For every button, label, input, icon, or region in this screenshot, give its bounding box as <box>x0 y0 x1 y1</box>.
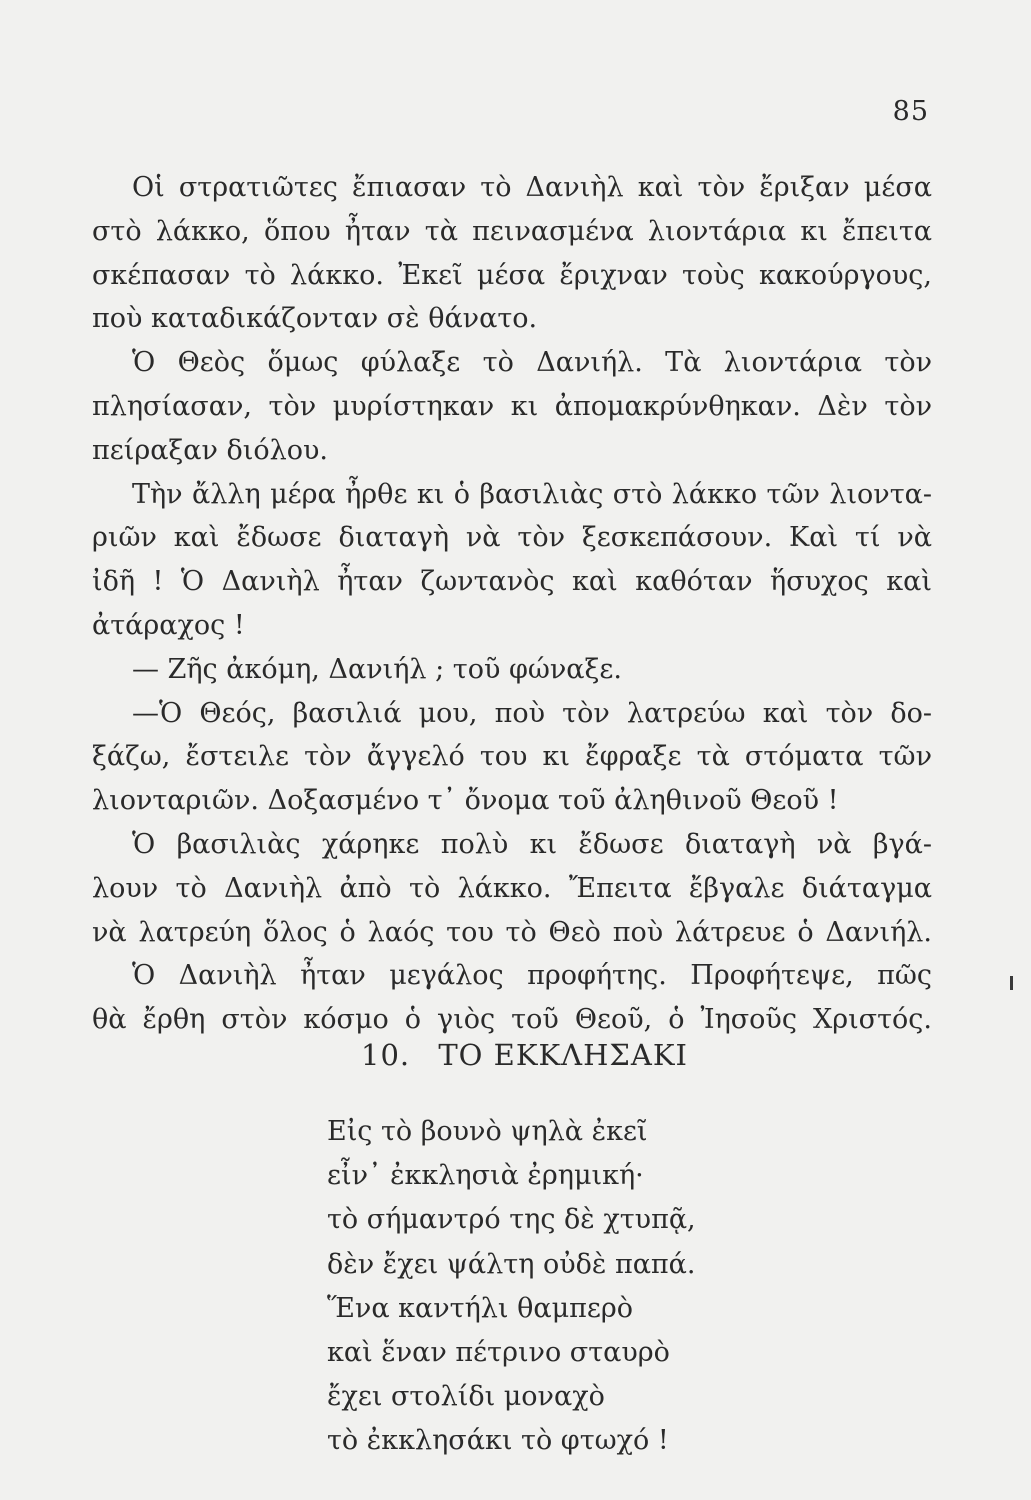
poem-line: τὸ ἐκκλησάκι τὸ φτωχό ! <box>327 1425 669 1457</box>
text-line: ξάζω, ἔστειλε τὸν ἄγγελό του κι ἔφραξε τὰ στόματα τῶν <box>92 741 932 773</box>
text-line: ἰδῆ ! Ὁ Δανιὴλ ἦταν ζωντανὸς καὶ καθόταν ἥσυχος καὶ <box>92 566 932 598</box>
text-line: πείραξαν διόλου. <box>92 434 328 466</box>
poem-line: εἶν᾽ ἐκκλησιὰ ἐρημική· <box>327 1160 644 1192</box>
text-line: ριῶν καὶ ἔδωσε διαταγὴ νὰ τὸν ξεσκεπάσουν. Καὶ τί νὰ <box>92 522 932 554</box>
text-line: ἀτάραχος ! <box>92 609 245 641</box>
poem-line: Εἰς τὸ βουνὸ ψηλὰ ἐκεῖ <box>327 1116 648 1147</box>
section-heading <box>0 1038 1031 1072</box>
poem-line: καὶ ἕναν πέτρινο σταυρὸ <box>327 1336 670 1368</box>
text-line: λιονταριῶν. Δοξασμένο τ᾽ ὄνομα τοῦ ἀληθινοῦ Θεοῦ ! <box>92 785 839 817</box>
text-line: Ὁ Δανιὴλ ἦταν μεγάλος προφήτης. Προφήτεψε, πῶς <box>132 960 932 992</box>
poem-line: ἔχει στολίδι μοναχὸ <box>327 1381 605 1413</box>
poem <box>327 1110 696 1464</box>
text-line: σκέπασαν τὸ λάκκο. Ἐκεῖ μέσα ἔριχναν τοὺς κακούργους, <box>92 259 932 291</box>
section-number: 10. <box>361 1038 411 1072</box>
page-number: 85 <box>892 96 929 127</box>
text-line: πλησίασαν, τὸν μυρίστηκαν κι ἀπομακρύνθηκαν. Δὲν τὸν <box>92 390 932 422</box>
text-line: στὸ λάκκο, ὅπου ἦταν τὰ πεινασμένα λιοντάρια κι ἔπειτα <box>92 215 932 247</box>
text-line: θὰ ἔρθη στὸν κόσμο ὁ γιὸς τοῦ Θεοῦ, ὁ Ἰησοῦς Χριστός. <box>92 1004 932 1036</box>
poem-line: δὲν ἔχει ψάλτη οὐδὲ παπά. <box>327 1248 696 1280</box>
dialogue-line: — Ζῆς ἀκόμη, Δανιήλ ; τοῦ φώναξε. <box>132 653 622 685</box>
section-title-text: ΤΟ ΕΚΚΛΗΣΑΚΙ <box>438 1038 688 1072</box>
text-line: Ὁ Θεὸς ὅμως φύλαξε τὸ Δανιήλ. Τὰ λιοντάρια τὸν <box>132 347 932 379</box>
text-line: ποὺ καταδικάζονταν σὲ θάνατο. <box>92 303 538 335</box>
prose-body <box>92 166 932 1042</box>
ink-speck <box>1010 976 1013 990</box>
text-line: Ὁ βασιλιὰς χάρηκε πολὺ κι ἔδωσε διαταγὴ νὰ βγά- <box>132 828 932 860</box>
text-line: Τὴν ἄλλη μέρα ἦρθε κι ὁ βασιλιὰς στὸ λάκκο τῶν λιοντα- <box>132 478 932 510</box>
dialogue-line: —Ὁ Θεός, βασιλιά μου, ποὺ τὸν λατρεύω καὶ τὸν δο- <box>132 697 932 729</box>
text-line: νὰ λατρεύη ὅλος ὁ λαός του τὸ Θεὸ ποὺ λάτρευε ὁ Δανιήλ. <box>92 916 932 948</box>
poem-line: τὸ σήμαντρό της δὲ χτυπᾷ, <box>327 1204 696 1236</box>
text-line: Οἱ στρατιῶτες ἔπιασαν τὸ Δανιὴλ καὶ τὸν ἔριξαν μέσα <box>132 172 932 203</box>
text-line: λουν τὸ Δανιὴλ ἀπὸ τὸ λάκκο. Ἔπειτα ἔβγαλε διάταγμα <box>92 872 932 904</box>
poem-line: Ἕνα καντήλι θαμπερὸ <box>327 1292 633 1324</box>
